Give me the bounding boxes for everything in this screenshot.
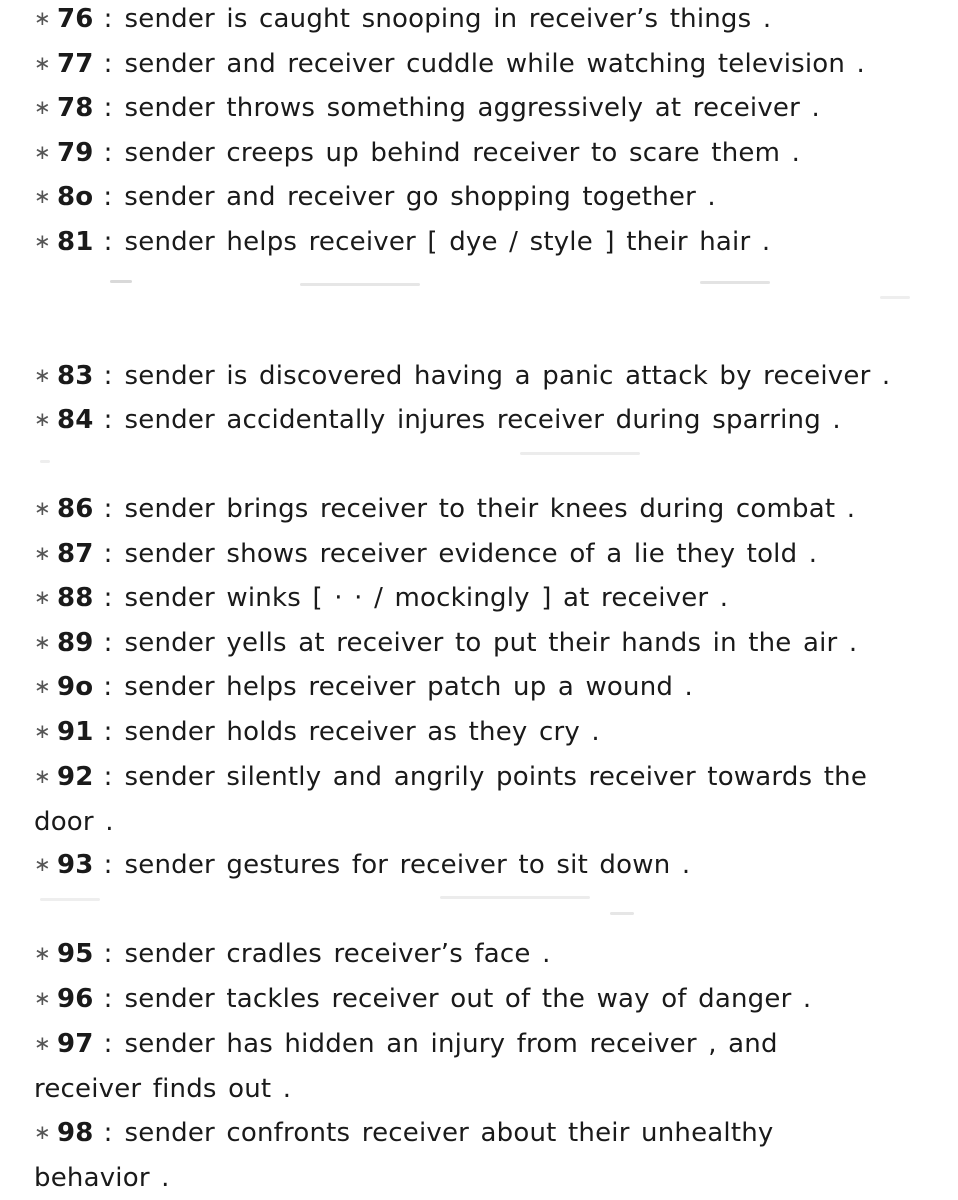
item-separator: : — [103, 539, 113, 569]
item-number: 86 — [56, 494, 94, 524]
erased-mark — [610, 912, 634, 915]
item-text: sender brings receiver to their knees during combat . — [124, 494, 856, 524]
item-separator: : — [103, 672, 113, 702]
item-number: 76 — [56, 4, 94, 34]
item-separator: : — [103, 494, 113, 524]
bullet-icon: ∗ — [34, 941, 51, 965]
list-item — [34, 404, 938, 435]
item-number: 96 — [56, 984, 94, 1014]
erased-mark — [520, 452, 640, 455]
item-separator: : — [103, 762, 113, 792]
item-text: sender helps receiver patch up a wound . — [124, 672, 694, 702]
list-item — [34, 181, 938, 212]
erased-mark — [40, 898, 100, 901]
item-number: 89 — [56, 628, 94, 658]
item-text: sender and receiver go shopping together . — [124, 182, 716, 212]
item-number: 78 — [56, 93, 94, 123]
list-item — [34, 1021, 818, 1111]
item-number: 88 — [56, 583, 94, 613]
list-item — [34, 137, 938, 168]
item-text: sender gestures for receiver to sit down . — [124, 850, 691, 880]
item-separator: : — [103, 227, 113, 257]
item-number: 79 — [56, 138, 94, 168]
bullet-icon: ∗ — [34, 51, 51, 75]
list-item — [34, 1110, 818, 1200]
bullet-icon: ∗ — [34, 229, 51, 253]
bullet-icon: ∗ — [34, 585, 51, 609]
bullet-icon: ∗ — [34, 496, 51, 520]
item-number: 8o — [56, 182, 94, 212]
bullet-icon: ∗ — [34, 674, 51, 698]
list-item — [34, 754, 908, 844]
list-item — [34, 983, 938, 1014]
list-item — [34, 3, 938, 34]
bullet-icon: ∗ — [34, 1031, 51, 1055]
list-item — [34, 849, 938, 880]
list-item — [34, 92, 938, 123]
item-number: 98 — [56, 1118, 94, 1148]
item-text: sender helps receiver [ dye / style ] their hair . — [124, 227, 771, 257]
item-text: sender shows receiver evidence of a lie they told . — [124, 539, 818, 569]
item-number: 92 — [56, 762, 94, 792]
item-text: sender holds receiver as they cry . — [124, 717, 600, 747]
item-number: 93 — [56, 850, 94, 880]
item-separator: : — [103, 850, 113, 880]
item-text: sender throws something aggressively at receiver . — [124, 93, 820, 123]
item-separator: : — [103, 182, 113, 212]
bullet-icon: ∗ — [34, 764, 51, 788]
erased-mark — [880, 296, 910, 299]
item-text: sender creeps up behind receiver to scare them . — [124, 138, 801, 168]
item-separator: : — [103, 4, 113, 34]
item-number: 77 — [56, 49, 94, 79]
list-item — [34, 493, 938, 524]
item-separator: : — [103, 93, 113, 123]
item-text: sender is discovered having a panic attack by receiver . — [124, 361, 891, 391]
bullet-icon: ∗ — [34, 852, 51, 876]
item-number: 81 — [56, 227, 94, 257]
item-text: sender tackles receiver out of the way of danger . — [124, 984, 812, 1014]
item-text: sender is caught snooping in receiver’s things . — [124, 4, 772, 34]
item-separator: : — [103, 984, 113, 1014]
erased-mark — [300, 283, 420, 286]
item-separator: : — [103, 138, 113, 168]
item-text: sender and receiver cuddle while watching television . — [124, 49, 866, 79]
bullet-icon: ∗ — [34, 986, 51, 1010]
list-item — [34, 48, 938, 79]
item-text: sender winks [ · · / mockingly ] at receiver . — [124, 583, 729, 613]
bullet-icon: ∗ — [34, 1120, 51, 1144]
item-separator: : — [103, 583, 113, 613]
list-item — [34, 538, 938, 569]
list-item — [34, 671, 938, 702]
item-number: 95 — [56, 939, 94, 969]
bullet-icon: ∗ — [34, 407, 51, 431]
bullet-icon: ∗ — [34, 630, 51, 654]
list-item — [34, 938, 938, 969]
erased-mark — [440, 896, 590, 899]
item-separator: : — [103, 1118, 113, 1148]
item-text: sender accidentally injures receiver during sparring . — [124, 405, 841, 435]
erased-mark — [700, 281, 770, 284]
item-text: sender yells at receiver to put their hands in the air . — [124, 628, 858, 658]
item-separator: : — [103, 939, 113, 969]
item-number: 87 — [56, 539, 94, 569]
item-number: 91 — [56, 717, 94, 747]
item-number: 9o — [56, 672, 94, 702]
item-separator: : — [103, 717, 113, 747]
item-separator: : — [103, 628, 113, 658]
item-text: sender cradles receiver’s face . — [124, 939, 551, 969]
item-separator: : — [103, 1029, 113, 1059]
bullet-icon: ∗ — [34, 140, 51, 164]
item-separator: : — [103, 405, 113, 435]
bullet-icon: ∗ — [34, 719, 51, 743]
item-text: sender confronts receiver about their unhealthy behavior . — [34, 1118, 774, 1193]
erased-mark — [110, 280, 132, 283]
list-item — [34, 582, 938, 613]
item-number: 97 — [56, 1029, 94, 1059]
item-number: 84 — [56, 405, 94, 435]
item-separator: : — [103, 361, 113, 391]
item-text: sender has hidden an injury from receiver , and receiver finds out . — [34, 1029, 778, 1104]
item-number: 83 — [56, 361, 94, 391]
bullet-icon: ∗ — [34, 184, 51, 208]
erased-mark — [40, 460, 50, 463]
item-text: sender silently and angrily points receiver towards the door . — [34, 762, 868, 837]
list-item — [34, 716, 938, 747]
list-item — [34, 627, 938, 658]
bullet-icon: ∗ — [34, 95, 51, 119]
bullet-icon: ∗ — [34, 541, 51, 565]
item-separator: : — [103, 49, 113, 79]
list-item — [34, 360, 938, 391]
bullet-icon: ∗ — [34, 6, 51, 30]
list-item — [34, 226, 938, 257]
bullet-icon: ∗ — [34, 363, 51, 387]
